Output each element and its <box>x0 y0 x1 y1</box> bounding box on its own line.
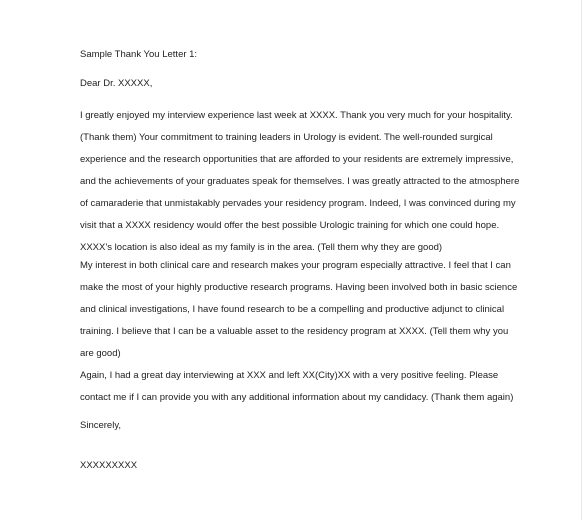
paragraph-line: make the most of your highly productive research programs. Having been involved both in basic science <box>80 282 518 293</box>
paragraph-line: XXXX’s location is also ideal as my family is in the area. (Tell them why they are good) <box>80 242 443 253</box>
paragraph-line: My interest in both clinical care and research makes your program especially attractive. I feel that I can <box>80 260 511 271</box>
paragraph-line: training. I believe that I can be a valuable asset to the residency program at XXXX. (Tell them why you <box>80 326 509 337</box>
letter-closing: Sincerely, <box>80 420 122 431</box>
paragraph-line: (Thank them) Your commitment to training leaders in Urology is evident. The well-rounded surgical <box>80 132 493 143</box>
paragraph-2 <box>80 255 517 365</box>
letter-title: Sample Thank You Letter 1: <box>80 49 198 60</box>
letter-signature: XXXXXXXXX <box>80 460 138 471</box>
paragraph-line: and the achievements of your graduates speak for themselves. I was greatly attracted to the atmosphere <box>80 176 520 187</box>
paragraph-line: are good) <box>80 348 121 359</box>
paragraph-line: Again, I had a great day interviewing at XXX and left XX(City)XX with a very positive feeling. Please <box>80 370 499 381</box>
paragraph-line: I greatly enjoyed my interview experience last week at XXXX. Thank you very much for your hospitality. <box>80 110 513 121</box>
paragraph-3 <box>80 365 513 409</box>
paragraph-line: visit that a XXXX residency would offer the best possible Urologic training for which one could hope. <box>80 220 500 231</box>
paragraph-line: contact me if I can provide you with any additional information about my candidacy. (Thank them again) <box>80 392 514 403</box>
letter-salutation: Dear Dr. XXXXX, <box>80 78 153 89</box>
paragraph-line: experience and the research opportunities that are afforded to your residents are extremely impressive, <box>80 154 514 165</box>
paragraph-line: and clinical investigations, I have found research to be a compelling and productive adjunct to clinical <box>80 304 505 315</box>
paragraph-line: of camaraderie that unmistakably pervades your residency program. Indeed, I was convinced during my <box>80 198 516 209</box>
paragraph-1 <box>80 105 519 259</box>
